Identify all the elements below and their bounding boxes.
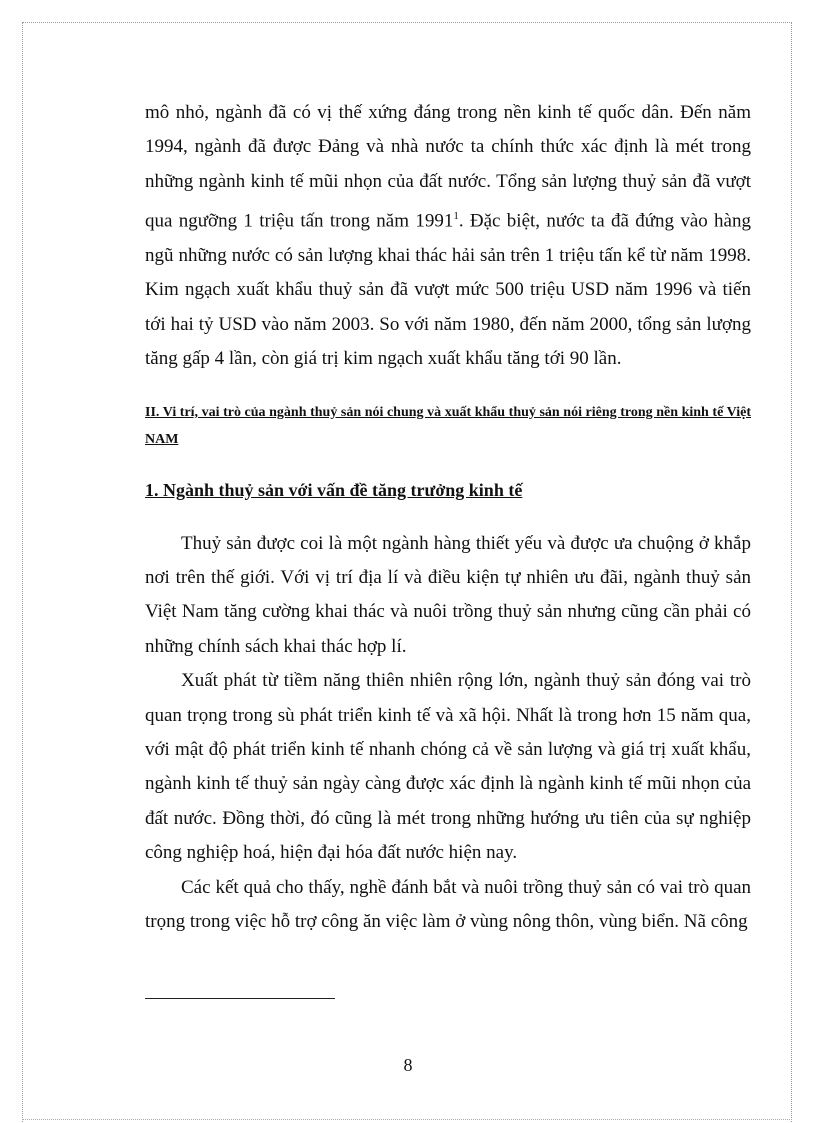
body-paragraph-2: Xuất phát từ tiềm năng thiên nhiên rộng lớn, ngành thuỷ sản đóng vai trò quan trọng trong sù phát triển kinh tế và xã hội. Nhất là trong hơn 15 năm qua, với mật độ phát triển kinh tế nhanh chóng cả về sản lượng và giá trị xuất khẩu, ngành kinh tế thuỷ sản ngày càng được xác định là ngành kinh tế mũi nhọn của đất nước. Đồng thời, đó cũng là mét trong những hướng ưu tiên của sự nghiệp công nghiệp hoá, hiện đại hóa đất nước hiện nay.	[145, 670, 751, 864]
intro-text: mô nhỏ, ngành đã có vị thế xứng đáng trong nền kinh tế quốc dân. Đến năm 1994, ngành đã được Đảng và nhà nước ta chính thức xác định là mét trong những ngành kinh tế mũi nhọn của đất nước. Tổng sản lượng thuỷ sản đã vượt qua ngưỡng 1 triệu tấn trong năm 1991	[145, 102, 751, 232]
sub-heading: 1. Ngành thuỷ sản với vấn đề tăng trưởng kinh tế	[145, 479, 523, 500]
body-paragraph-1: Thuỷ sản được coi là một ngành hàng thiết yếu và được ưa chuộng ở khắp nơi trên thế giới. Với vị trí địa lí và điều kiện tự nhiên ưu đãi, ngành thuỷ sản Việt Nam tăng cường khai thác và nuôi trồng thuỷ sản nhưng cũng cần phải có những chính sách khai thác hợp lí.	[145, 532, 751, 657]
intro-text-continued: . Đặc biệt, nước ta đã đứng vào hàng ngũ những nước có sản lượng khai thác hải sản trên 1 triệu tấn kể từ năm 1998. Kim ngạch xuất khẩu thuỷ sản đã vượt mức 500 triệu USD năm 1996 và tiến tới hai tỷ USD vào năm 2003. So với năm 1980, đến năm 2000, tổng sản lượng tăng gấp 4 lần, còn giá trị kim ngạch xuất khẩu tăng tới 90 lần.	[145, 210, 751, 370]
footnote-separator	[145, 998, 335, 999]
spacer	[145, 505, 751, 527]
intro-paragraph	[145, 96, 751, 377]
footnote-reference[interactable]: 1	[453, 210, 459, 223]
section-heading: II. Vi trí, vai trò của ngành thuỷ sản nói chung và xuất khẩu thuỷ sản nói riêng trong nền kinh tế Việt NAM	[145, 404, 751, 447]
body-paragraph-3: Các kết quả cho thấy, nghề đánh bắt và nuôi trồng thuỷ sản có vai trò quan trọng trong việc hỗ trợ công ăn việc làm ở vùng nông thôn, vùng biển. Nã công	[145, 876, 751, 933]
page-body	[145, 96, 751, 939]
page-number: 8	[403, 1055, 413, 1075]
page-bottom-edge	[22, 1119, 792, 1120]
